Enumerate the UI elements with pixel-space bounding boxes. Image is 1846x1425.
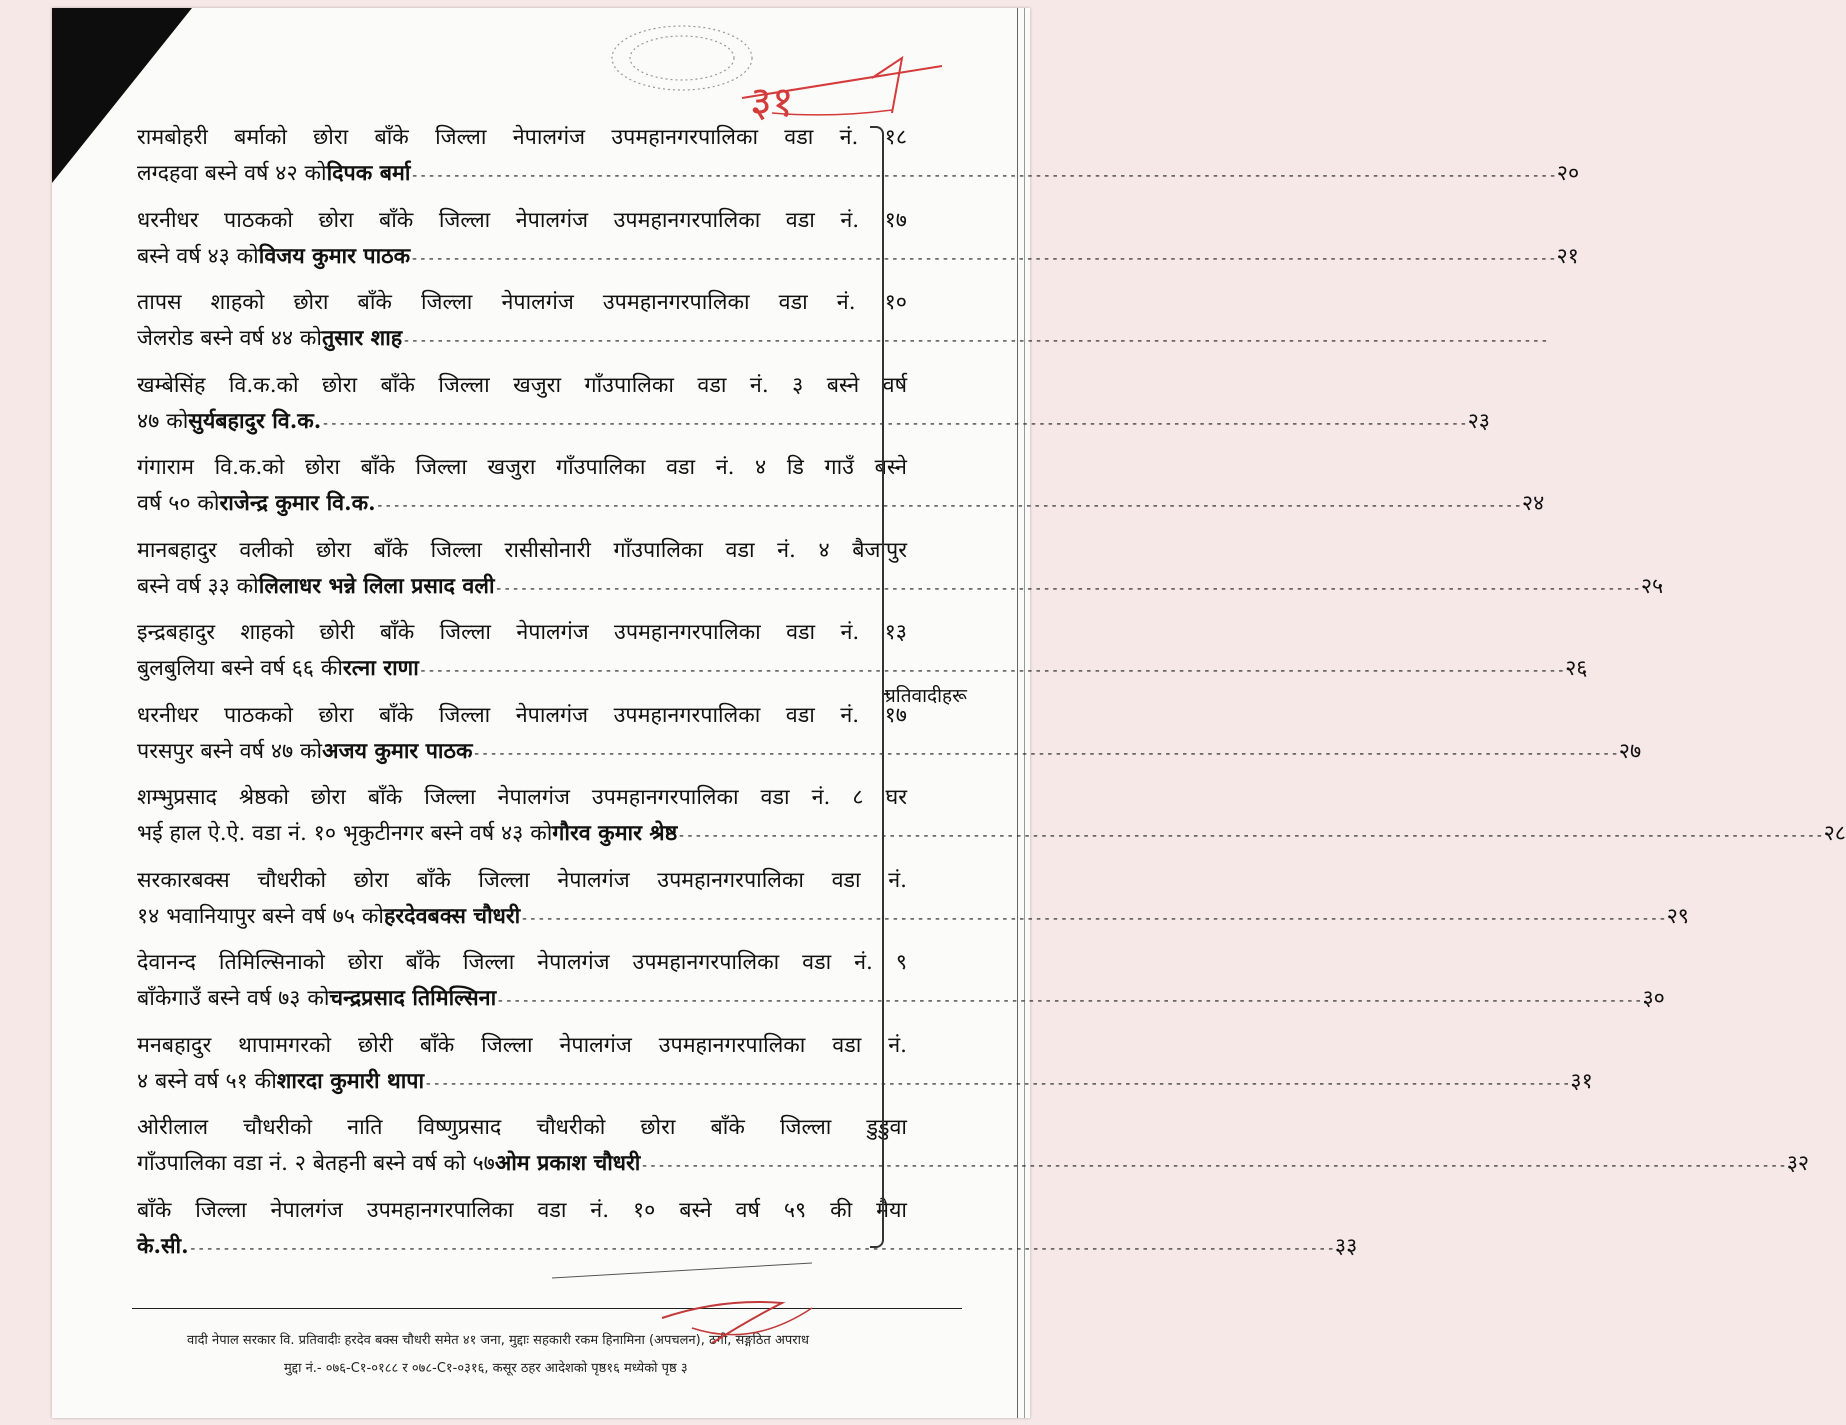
dash-leader: ----------------------------------------------------------------------------------------------------------------------------------------: [424, 1075, 1571, 1092]
dash-leader: ----------------------------------------------------------------------------------------------------------------------------------------: [410, 250, 1557, 267]
dash-leader: ----------------------------------------------------------------------------------------------------------------------------------------: [677, 828, 1824, 844]
respondent-number: २६: [1565, 656, 1588, 681]
entry-name-line: गाँउपालिका वडा नं. २ बेतहनी बस्ने वर्ष को ५७ ओम प्रकाश चौधरी ---------------------------------------------------------------------------------------------------------------------------------------- ३२: [137, 1146, 907, 1184]
entry-name-line: १४ भवानियापुर बस्ने वर्ष ७५ को हरदेवबक्स चौधरी ---------------------------------------------------------------------------------------------------------------------------------------- २९: [137, 899, 907, 937]
respondent-number: २४: [1521, 491, 1545, 516]
dash-leader: ----------------------------------------------------------------------------------------------------------------------------------------: [496, 993, 1643, 1009]
respondent-name: तुसार शाह: [321, 326, 403, 351]
office-stamp: [572, 18, 972, 128]
entry-address-line: धरनीधर पाठकको छोरा बाँके जिल्ला नेपालगंज उपमहानगरपालिका वडा नं. १७: [137, 207, 907, 233]
footer-case-number: मुद्दा नं.- ०७६-C१-०१८८ र ०७८-C१-०३१६, कसूर ठहर आदेशको पृष्ठ१६ मध्येको पृष्ठ ३: [284, 1361, 688, 1376]
stamp-number-handwritten: ३१: [750, 77, 794, 126]
document-page: [52, 8, 1846, 1418]
entry-address-line: गंगाराम वि.क.को छोरा बाँके जिल्ला खजुरा गाँउपालिका वडा नं. ४ डि गाउँ बस्ने: [137, 455, 907, 480]
entry-name-line: भई हाल ऐ.ऐ. वडा नं. १० भृकुटीनगर बस्ने वर्ष ४३ को गौरव कुमार श्रेष्ठ ---------------------------------------------------------------------------------------------------------------------------------------- २८: [137, 816, 907, 854]
respondent-name: शारदा कुमारी थापा: [276, 1068, 425, 1094]
dash-leader: ----------------------------------------------------------------------------------------------------------------------------------------: [321, 415, 1468, 432]
entry-name-line: [137, 1229, 1358, 1267]
entry-address-line: रामबोहरी बर्माको छोरा बाँके जिल्ला नेपालगंज उपमहानगरपालिका वडा नं. १८: [137, 125, 907, 150]
respondent-name: चन्द्रप्रसाद तिमिल्सिना: [329, 986, 497, 1011]
respondent-entry: [137, 450, 1545, 533]
dash-leader: ----------------------------------------------------------------------------------------------------------------------------------------: [472, 745, 1619, 762]
dash-leader: ----------------------------------------------------------------------------------------------------------------------------------------: [418, 663, 1566, 679]
respondent-entry: [137, 533, 1664, 616]
dash-leader: ----------------------------------------------------------------------------------------------------------------------------------------: [402, 333, 1549, 349]
respondent-name: गौरव कुमार श्रेष्ठ: [552, 821, 678, 846]
entry-name-line: ४ बस्ने वर्ष ५१ की शारदा कुमारी थापा ---------------------------------------------------------------------------------------------------------------------------------------- ३१: [137, 1064, 907, 1102]
respondent-number: २३: [1467, 408, 1490, 434]
respondent-entry: [137, 698, 1642, 781]
respondent-entry: [137, 945, 1665, 1028]
respondent-number: २०: [1556, 161, 1580, 186]
entry-name-line: वर्ष ५० को राजेन्द्र कुमार वि.क. ---------------------------------------------------------------------------------------------------------------------------------------- २४: [137, 486, 907, 524]
respondent-entry: [137, 1193, 1358, 1276]
entry-name-line: ४७ को सुर्यबहादुर वि.क. ---------------------------------------------------------------------------------------------------------------------------------------- २३: [137, 404, 907, 442]
dash-leader: ----------------------------------------------------------------------------------------------------------------------------------------: [520, 910, 1667, 927]
page-edge-line: [1024, 8, 1025, 1418]
respondent-number: २५: [1640, 573, 1664, 599]
entry-name-line: लग्दहवा बस्ने वर्ष ४२ को दिपक बर्मा ---------------------------------------------------------------------------------------------------------------------------------------- २०: [137, 156, 907, 194]
entry-name-line: बुलबुलिया बस्ने वर्ष ६६ की रत्ना राणा ---------------------------------------------------------------------------------------------------------------------------------------- २६: [137, 651, 907, 689]
entry-address-line: देवानन्द तिमिल्सिनाको छोरा बाँके जिल्ला नेपालगंज उपमहानगरपालिका वडा नं. ९: [137, 950, 907, 975]
respondent-entry: [137, 285, 1549, 368]
dash-leader: ----------------------------------------------------------------------------------------------------------------------------------------: [494, 580, 1641, 597]
entry-address-line: इन्द्रबहादुर शाहको छोरी बाँके जिल्ला नेपालगंज उपमहानगरपालिका वडा नं. १३: [137, 620, 907, 645]
respondent-number: ३३: [1334, 1233, 1358, 1259]
entry-address-line: धरनीधर पाठकको छोरा बाँके जिल्ला नेपालगंज उपमहानगरपालिका वडा नं. १७: [137, 702, 907, 728]
respondent-name: हरदेवबक्स चौधरी: [383, 903, 521, 929]
respondent-number: २८: [1823, 821, 1846, 846]
respondent-number: ३०: [1642, 986, 1665, 1011]
grouping-bracket: [870, 126, 884, 1248]
respondent-name: विजय कुमार पाठक: [258, 243, 411, 269]
respondent-name: दिपक बर्मा: [326, 161, 411, 186]
respondent-entry: [137, 368, 1490, 451]
respondent-number: ३१: [1570, 1068, 1593, 1094]
respondents-label: प्रतिवादीहरू: [885, 685, 967, 707]
entry-name-line: जेलरोड बस्ने वर्ष ४४ को तुसार शाह ----------------------------------------------------------------------------------------------------------------------------------------: [137, 321, 907, 359]
respondent-name: ओम प्रकाश चौधरी: [494, 1151, 641, 1176]
respondent-number: २१: [1556, 243, 1579, 269]
respondent-number: ३२: [1786, 1151, 1810, 1176]
page-edge-line: [1017, 8, 1018, 1418]
entry-address-line: शम्भुप्रसाद श्रेष्ठको छोरा बाँके जिल्ला नेपालगंज उपमहानगरपालिका वडा नं. ८ घर: [137, 785, 907, 810]
dash-leader: ----------------------------------------------------------------------------------------------------------------------------------------: [640, 1158, 1787, 1174]
respondent-entry: [137, 1110, 1810, 1193]
respondent-entry: [137, 863, 1689, 946]
respondent-name: लिलाधर भन्ने लिला प्रसाद वली: [258, 573, 495, 599]
respondent-entry: [137, 1028, 1593, 1111]
entry-address-line: सरकारबक्स चौधरीको छोरा बाँके जिल्ला नेपालगंज उपमहानगरपालिका वडा नं.: [137, 867, 907, 893]
respondent-name: रत्ना राणा: [342, 656, 419, 681]
respondent-name: सुर्यबहादुर वि.क.: [188, 408, 322, 434]
respondent-entry: [137, 780, 1846, 863]
entry-name-line: बस्ने वर्ष ४३ को विजय कुमार पाठक ---------------------------------------------------------------------------------------------------------------------------------------- २१: [137, 239, 907, 277]
respondent-number: २७: [1618, 738, 1642, 764]
entry-address-line: मनबहादुर थापामगरको छोरी बाँके जिल्ला नेपालगंज उपमहानगरपालिका वडा नं.: [137, 1032, 907, 1058]
respondent-name: अजय कुमार पाठक: [322, 738, 473, 764]
entry-name-line: बाँकेगाउँ बस्ने वर्ष ७३ को चन्द्रप्रसाद तिमिल्सिना ---------------------------------------------------------------------------------------------------------------------------------------- ३०: [137, 981, 907, 1019]
respondent-entry: [137, 203, 1579, 286]
entry-address-line: खम्बेसिंह वि.क.को छोरा बाँके जिल्ला खजुरा गाँउपालिका वडा नं. ३ बस्ने वर्ष: [137, 372, 907, 398]
respondent-number: २९: [1666, 903, 1689, 929]
entry-address-line: ओरीलाल चौधरीको नाति विष्णुप्रसाद चौधरीको छोरा बाँके जिल्ला डुडुवा: [137, 1115, 907, 1140]
footer-divider: [132, 1308, 962, 1309]
dash-leader: ----------------------------------------------------------------------------------------------------------------------------------------: [375, 498, 1522, 514]
dash-leader: ----------------------------------------------------------------------------------------------------------------------------------------: [188, 1240, 1335, 1257]
entry-address-line: बाँके जिल्ला नेपालगंज उपमहानगरपालिका वडा नं. १० बस्ने वर्ष ५९ की मैया: [137, 1197, 907, 1223]
entry-name-line: बस्ने वर्ष ३३ को लिलाधर भन्ने लिला प्रसाद वली ---------------------------------------------------------------------------------------------------------------------------------------- २५: [137, 569, 907, 607]
respondent-entry: [137, 120, 1580, 203]
entry-address-line: तापस शाहको छोरा बाँके जिल्ला नेपालगंज उपमहानगरपालिका वडा नं. १०: [137, 290, 907, 315]
entry-name-line: परसपुर बस्ने वर्ष ४७ को अजय कुमार पाठक ---------------------------------------------------------------------------------------------------------------------------------------- २७: [137, 734, 907, 772]
respondent-name: के.सी.: [137, 1233, 189, 1259]
dash-leader: ----------------------------------------------------------------------------------------------------------------------------------------: [410, 168, 1557, 184]
respondent-name: राजेन्द्र कुमार वि.क.: [219, 491, 376, 516]
footer-case-parties: वादी नेपाल सरकार वि. प्रतिवादीः हरदेव बक्स चौधरी समेत ४१ जना, मुद्दाः सहकारी रकम हिनामिना (अपचलन), ठगी, सङ्गठित अपराध: [187, 1333, 809, 1348]
entry-address-line: मानबहादुर वलीको छोरा बाँके जिल्ला रासीसोनारी गाँउपालिका वडा नं. ४ बैजापुर: [137, 537, 907, 563]
